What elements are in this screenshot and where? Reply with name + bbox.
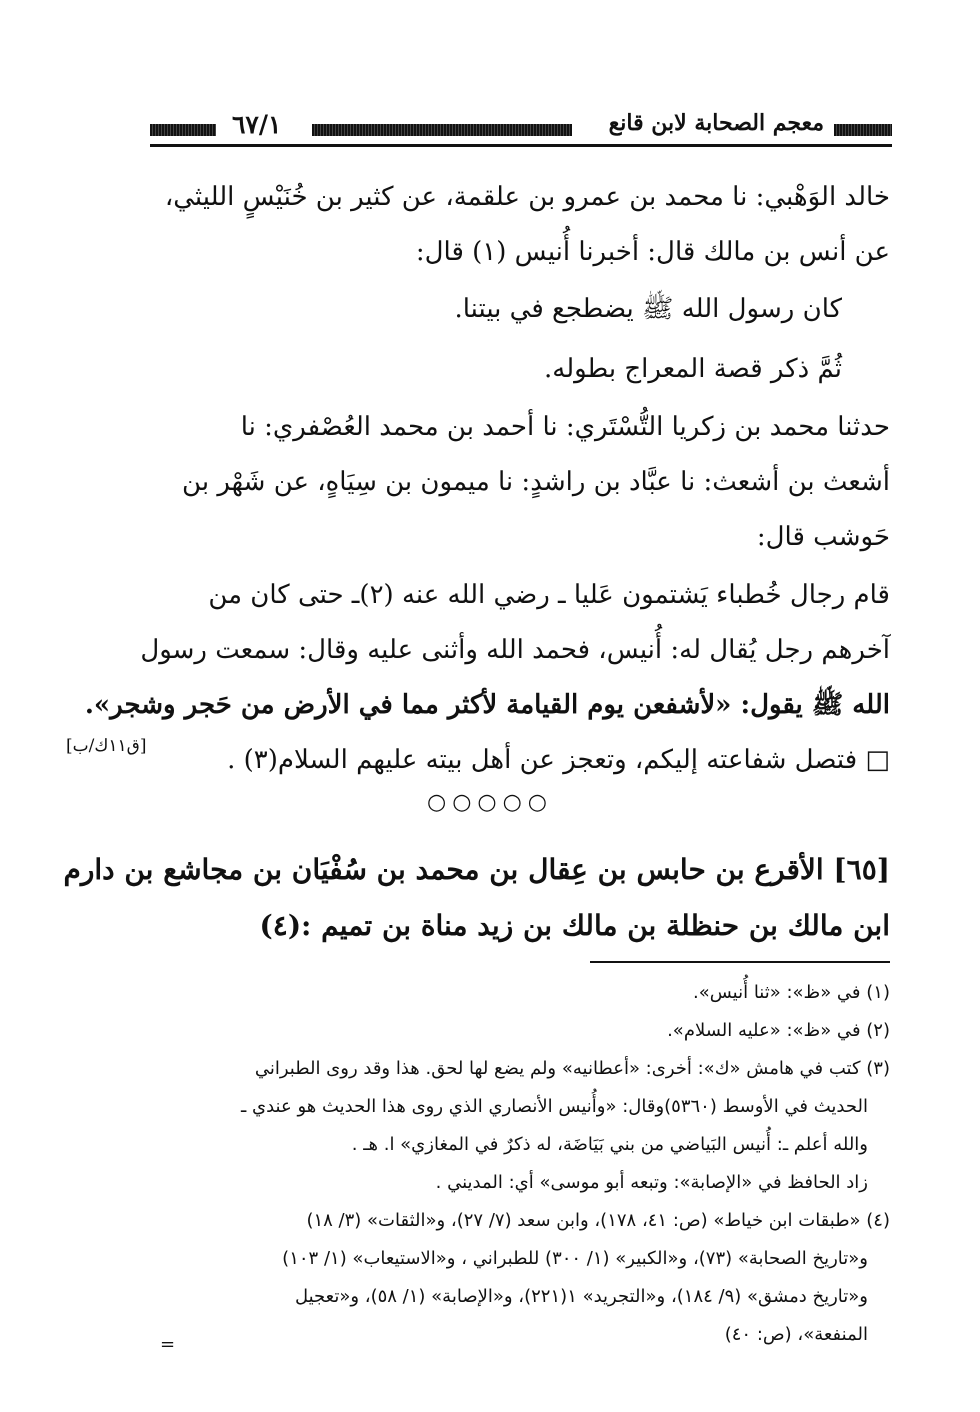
heading-line: [٦٥] الأقرع بن حابس بن عِقال بن محمد بن سُفْيَان بن مجاشع بن دارم <box>63 853 890 886</box>
footnotes <box>150 974 890 1354</box>
text-line: حدثنا محمد بن زكريا التُّسْتَري: نا أحمد بن محمد العُصْفري: نا <box>240 412 890 442</box>
text-line: الله ﷺ يقول: «لأشفعن يوم القيامة لأكثر مما في الأرض من حَجر وشجر». <box>84 690 890 720</box>
entry-heading <box>63 842 890 954</box>
footnote-4-line: و«تاريخ الصحابة» (٧٣)، و«الكبير» (١/ ٣٠٠) للطبراني ، و«الاستيعاب» (١/ ١٠٣) <box>282 1248 868 1269</box>
running-header <box>150 108 892 148</box>
page-number: ٦٧/١ <box>232 110 282 139</box>
header-rule <box>150 144 892 147</box>
footnote-4: (٤) «طبقات ابن خياط» (ص: ٤١، ١٧٨)، وابن سعد (٧/ ٢٧)، و«الثقات» (٣/ ١٨) <box>306 1210 890 1231</box>
paragraph-isnad-1 <box>150 170 890 280</box>
footnote-4-line: و«تاريخ دمشق» (٩/ ١٨٤)، و«التجريد» ١(٢٢١)، و«الإصابة» (١/ ٥٨)، و«تعجيل <box>294 1286 868 1307</box>
paragraph-isnad-2 <box>150 400 890 565</box>
text-line: كان رسول الله ﷺ يضطجع في بيتنا. <box>454 294 842 324</box>
footnote-3-line: زاد الحافظ في «الإصابة»: وتبعه أبو موسى» أي: المديني . <box>435 1172 868 1193</box>
margin-manuscript-note: [ق١١ك/ب] <box>66 736 147 756</box>
heading-line: ابن مالك بن حنظلة بن مالك بن زيد مناة بن تميم :(٤) <box>259 909 890 942</box>
continuation-mark: = <box>160 1334 176 1355</box>
text-line: □ فتصل شفاعته إليكم، وتعجز عن أهل بيته عليهم السلام(٣) . <box>227 745 890 775</box>
footnote-3-line: الحديث في الأوسط (٥٣٦٠)وقال: «وأُنيس الأنصاري الذي روى هذا الحديث هو عندي ـ <box>241 1096 868 1117</box>
text-line: عن أنس بن مالك قال: أخبرنا أُنيس (١) قال: <box>415 237 890 267</box>
footnote-1: (١) في «ظ»: «ثنا أُنيس». <box>692 982 890 1003</box>
header-ornament-bar <box>312 124 572 136</box>
header-ornament-bar <box>150 124 216 136</box>
text-line: قام رجال خُطباء يَشتمون عَليا ـ رضي الله عنه (٢)ـ حتى كان من <box>208 580 890 610</box>
text-line: آخرهم رجل يُقال له: أُنيس، فحمد الله وأثنى عليه وقال: سمعت رسول <box>140 635 890 665</box>
text-line: أشعث بن أشعث: نا عبَّاد بن راشدٍ: نا ميمون بن سِيَاهٍ، عن شَهْر بن <box>182 467 890 497</box>
footnote-2: (٢) في «ظ»: «عليه السلام». <box>667 1020 890 1041</box>
text-line: حَوشب قال: <box>756 522 890 552</box>
text-line: ثُمَّ ذكر قصة المعراج بطوله. <box>543 354 842 384</box>
footnote-3: (٣) كتب في هامش «ك»: أخرى: «أعطانيه» ولم يضع لها لحق. هذا وقد روى الطبراني <box>254 1058 890 1079</box>
section-separator: ○○○○○ <box>427 790 553 815</box>
text-line: خالد الوَهْبي: نا محمد بن عمرو بن علقمة، عن كثير بن خُنَيْسٍ الليثي، <box>164 182 890 212</box>
footnote-3-line: والله أعلم ـ: أُنيس البَياضي من بني بَيَاضَة، له ذكرٌ في المغازي» ا. هـ . <box>351 1134 868 1155</box>
book-title: معجم الصحابة لابن قانع <box>608 110 824 136</box>
header-ornament-bar <box>834 124 892 136</box>
footnote-4-line: المنفعة»، (ص: ٤٠) <box>724 1324 868 1345</box>
footnote-rule <box>590 961 890 963</box>
paragraph-hadith-1 <box>142 282 842 337</box>
paragraph-note-1 <box>142 342 842 397</box>
